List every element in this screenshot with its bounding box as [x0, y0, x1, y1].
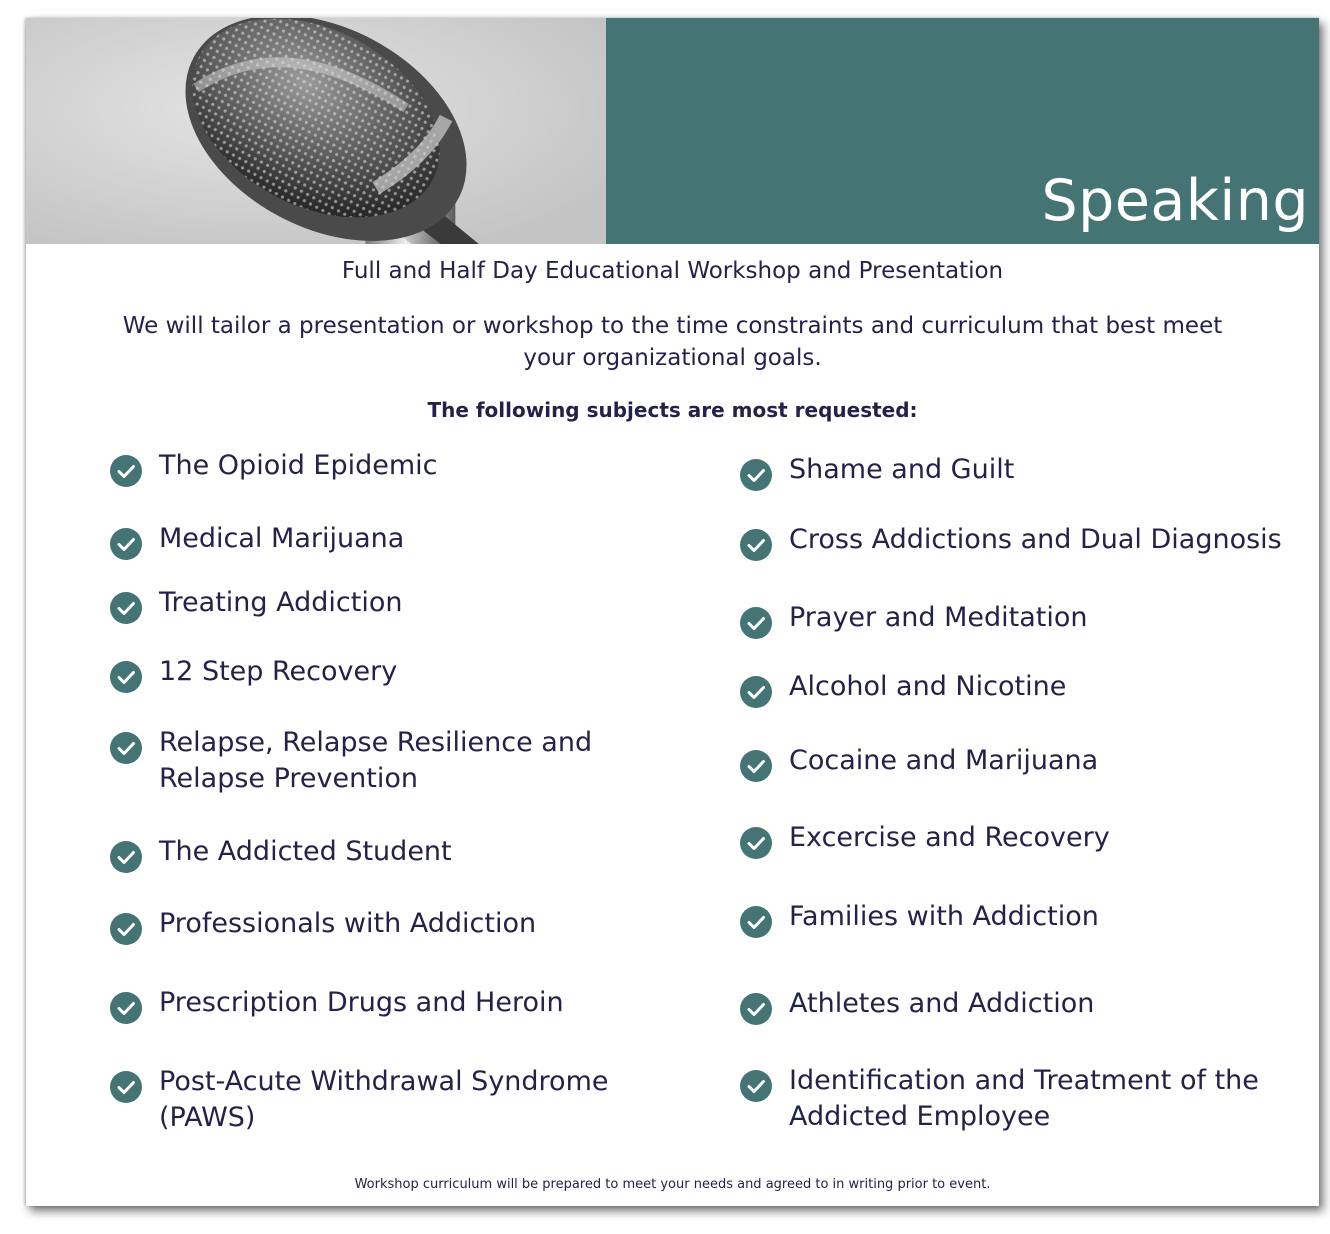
check-circle-icon [740, 459, 772, 491]
check-circle-icon [110, 913, 142, 945]
list-item-label: Professionals with Addiction [159, 908, 537, 939]
list-item-label: Post-Acute Withdrawal Syndrome (PAWS) [159, 1066, 609, 1133]
list-item-label: Treating Addiction [159, 587, 403, 618]
list-item-label: Prescription Drugs and Heroin [159, 987, 564, 1018]
speaking-card [26, 18, 1319, 1206]
check-circle-icon [740, 1070, 772, 1102]
banner [26, 18, 1319, 244]
list-item-label: Identification and Treatment of the Addicted Employee [789, 1065, 1259, 1132]
check-circle-icon [110, 1071, 142, 1103]
list-item-label: Cross Addictions and Dual Diagnosis [789, 524, 1282, 555]
banner-teal-panel [606, 18, 1319, 244]
description: We will tailor a presentation or workshop to the time constraints and curriculum that best meet your organizational goals. [122, 313, 1223, 371]
check-circle-icon [110, 732, 142, 764]
subtitle: Full and Half Day Educational Workshop and Presentation [341, 258, 1004, 284]
microphone-photo [26, 18, 606, 244]
list-item-label: Alcohol and Nicotine [789, 671, 1067, 702]
check-circle-icon [740, 827, 772, 859]
check-circle-icon [110, 992, 142, 1024]
check-circle-icon [740, 607, 772, 639]
check-circle-icon [110, 592, 142, 624]
list-item-label: Relapse, Relapse Resilience and Relapse Prevention [159, 727, 593, 794]
list-heading: The following subjects are most requested: [427, 398, 918, 422]
check-circle-icon [740, 906, 772, 938]
list-item-label: Cocaine and Marijuana [789, 745, 1099, 776]
list-item-label: The Opioid Epidemic [159, 450, 438, 481]
check-circle-icon [740, 993, 772, 1025]
list-item-label: Prayer and Meditation [789, 602, 1088, 633]
check-circle-icon [740, 676, 772, 708]
check-circle-icon [740, 529, 772, 561]
page-title: Speaking [1041, 168, 1309, 234]
list-item-label: Families with Addiction [789, 901, 1099, 932]
list-item-label: Athletes and Addiction [789, 988, 1095, 1019]
check-circle-icon [740, 750, 772, 782]
check-circle-icon [110, 528, 142, 560]
list-item-label: Excercise and Recovery [789, 822, 1110, 853]
check-circle-icon [110, 661, 142, 693]
footnote: Workshop curriculum will be prepared to meet your needs and agreed to in writing prior to event. [354, 1177, 991, 1192]
list-item-label: 12 Step Recovery [159, 656, 398, 687]
list-item-label: The Addicted Student [159, 836, 452, 867]
check-circle-icon [110, 841, 142, 873]
check-circle-icon [110, 455, 142, 487]
list-item-label: Medical Marijuana [159, 523, 405, 554]
list-item-label: Shame and Guilt [789, 454, 1015, 485]
